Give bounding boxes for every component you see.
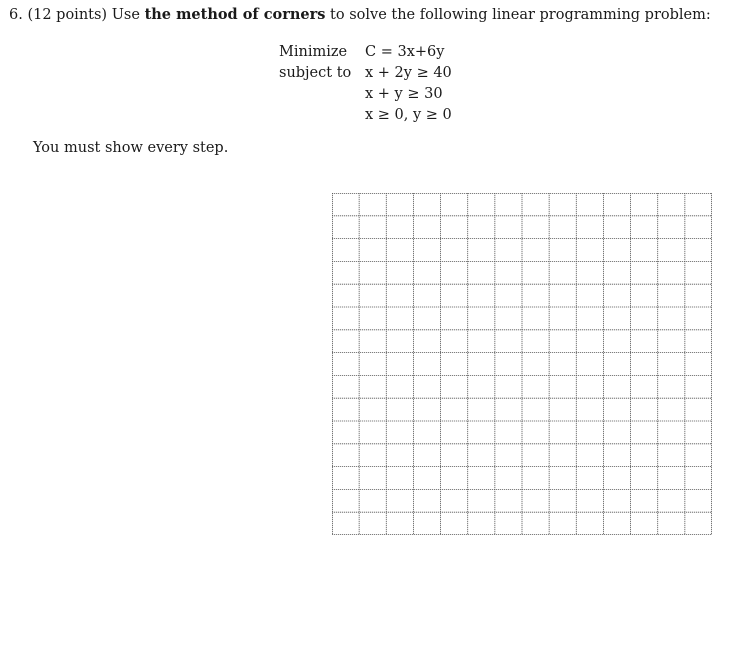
graph-paper-grid <box>332 193 712 535</box>
objective-label: Minimize <box>279 44 348 60</box>
objective-function: C = 3x+6y <box>365 44 445 60</box>
question-suffix: to solve the following linear programming problem: <box>330 7 711 23</box>
constraint-1: x + 2y ≥ 40 <box>365 65 452 81</box>
question-prefix: Use <box>111 7 140 23</box>
constraint-label: subject to <box>279 65 352 81</box>
instruction-text: You must show every step. <box>33 140 229 156</box>
question-header <box>9 6 711 23</box>
constraint-3: x ≥ 0, y ≥ 0 <box>365 107 452 123</box>
question-number: 6. <box>9 7 23 23</box>
constraint-2: x + y ≥ 30 <box>365 86 443 102</box>
question-emphasis: the method of corners <box>144 6 326 23</box>
question-points: (12 points) <box>27 7 108 23</box>
